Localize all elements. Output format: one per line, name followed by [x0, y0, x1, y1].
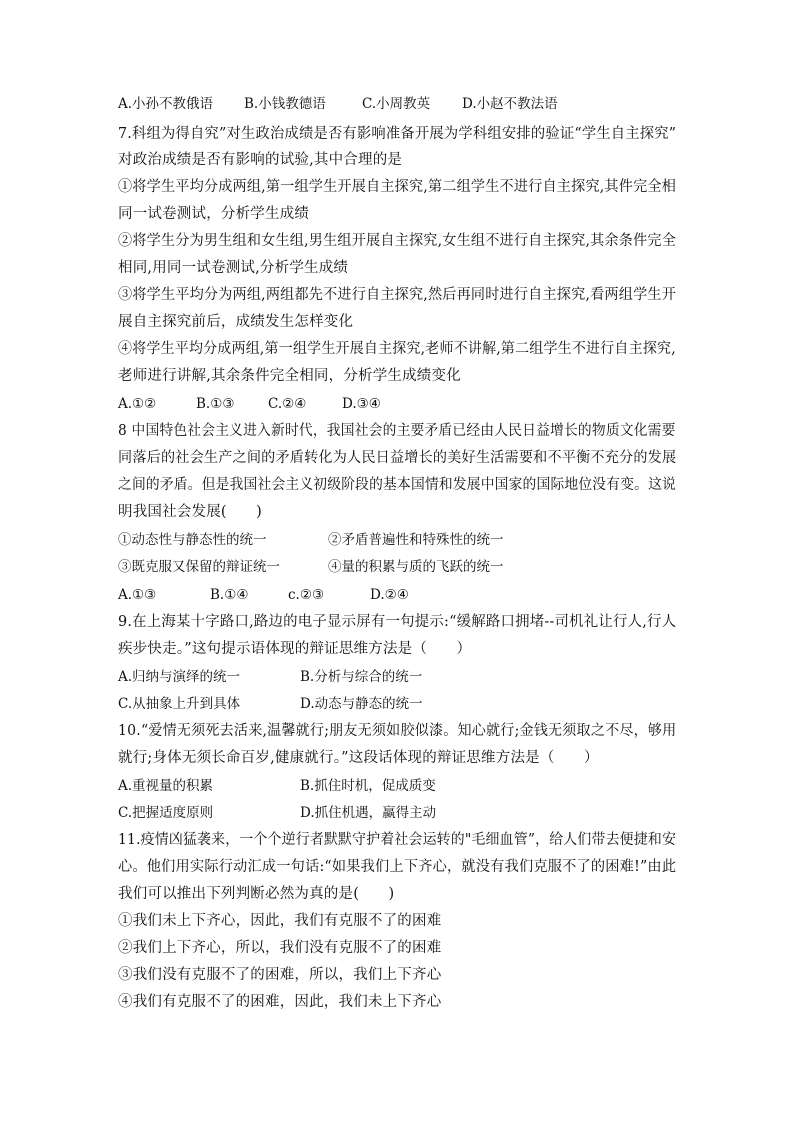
q8-option-a: A.①③	[118, 587, 157, 603]
q7-choice-line: 相同,用同一试卷测试,分析学生成绩	[118, 260, 349, 276]
q7-stem-line: 对政治成绩是否有影响的试验,其中合理的是	[118, 152, 403, 168]
q9-option-c: C.从抽象上升到具体	[118, 696, 241, 712]
q7-option-a: A.①②	[118, 396, 157, 412]
q10-option-c: C.把握适度原则	[118, 805, 214, 821]
q8-option-b: B.①④	[210, 587, 249, 603]
q10-option-a: A.重视量的积累	[118, 778, 214, 794]
q7-choice-line: 老师进行讲解,其余条件完全相同，分析学生成绩变化	[118, 368, 461, 384]
q8-choice-3: ③既克服又保留的辩证统一	[118, 559, 280, 575]
q8-option-d: D.②④	[370, 587, 409, 603]
q11-stem-line: 我们可以推出下列判断必然为真的是( )	[118, 886, 395, 902]
q7-option-b: B.①③	[196, 396, 235, 412]
q10-option-d: D.抓住机遇，赢得主动	[300, 805, 437, 821]
q6-option-a: A.小孙不教俄语	[118, 96, 214, 112]
q9-option-d: D.动态与静态的统一	[300, 696, 423, 712]
q7-choice-line: ④将学生平均分成两组,第一组学生开展自主探究,老师不讲解,第二组学生不进行自主探究,	[118, 341, 676, 357]
q6-option-b: B.小钱教德语	[244, 96, 326, 112]
q7-option-c: C.②④	[268, 396, 307, 412]
q8-option-c: c.②③	[288, 587, 325, 603]
q7-choice-line: ③将学生平均分为两组,两组都先不进行自主探究,然后再同时进行自主探究,看两组学生开	[118, 287, 677, 303]
q11-choice-1: ①我们未上下齐心，因此，我们有克服不了的困难	[118, 913, 442, 929]
q8-stem-line: 8 中国特色社会主义进入新时代，我国社会的主要矛盾已经由人民日益增长的物质文化需要	[118, 423, 676, 439]
q7-stem-line: 7.科组为得自究”对生政治成绩是否有影响准备开展为学科组安排的验证“学生自主探究”	[118, 126, 677, 142]
q11-stem-line: 11.疫情凶猛袭来，一个个逆行者默默守护着社会运转的"毛细血管”，给人们带去便捷和安	[118, 832, 677, 848]
q9-option-b: B.分析与综合的统一	[300, 669, 423, 685]
q8-choice-2: ②矛盾普遍性和特殊性的统一	[328, 532, 504, 548]
q7-choice-line: ②将学生分为男生组和女生组,男生组开展自主探究,女生组不进行自主探究,其余条件完全	[118, 233, 677, 249]
q7-choice-line: 同一试卷测试，分析学生成绩	[118, 206, 310, 222]
q11-stem-line: 心。他们用实际行动汇成一句话:“如果我们上下齐心，就没有我们克服不了的困难!”由此	[118, 859, 677, 875]
q9-option-a: A.归纳与演绎的统一	[118, 669, 241, 685]
q7-option-d: D.③④	[342, 396, 381, 412]
q8-choice-1: ①动态性与静态性的统一	[118, 532, 267, 548]
q7-choice-line: ①将学生平均分成两组,第一组学生开展自主探究,第二组学生不进行自主探究,其件完全相	[118, 179, 677, 195]
q10-stem-line: 就行;身体无须长命百岁,健康就行。”这段话体现的辩证思维方法是（ ）	[118, 750, 599, 766]
q6-option-c: C.小周教英	[362, 96, 431, 112]
q6-option-d: D.小赵不教法语	[462, 96, 558, 112]
q8-stem-line: 明我国社会发展( )	[118, 504, 263, 520]
q8-choice-4: ④量的积累与质的飞跃的统一	[328, 559, 504, 575]
q9-stem-line: 9.在上海某十字路口,路边的电子显示屏有一句提示:“缓解路口拥堵--司机礼让行人,行人	[118, 614, 677, 630]
q9-stem-line: 疾步快走。”这句提示语体现的辩证思维方法是（ ）	[118, 641, 472, 657]
q10-stem-line: 10.“爱情无须死去活来,温馨就行;朋友无须如胶似漆。知心就行;金钱无须取之不尽，够用	[118, 723, 677, 739]
q10-option-b: B.抓住时机，促成质变	[300, 778, 436, 794]
q8-stem-line: 之间的矛盾。但是我国社会主义初级阶段的基本国情和发展中国家的国际地位没有变。这说	[118, 477, 677, 493]
q11-choice-3: ③我们没有克服不了的困难，所以，我们上下齐心	[118, 967, 442, 983]
q8-stem-line: 同落后的社会生产之间的矛盾转化为人民日益增长的美好生活需要和不平衡不充分的发展	[118, 450, 677, 466]
q7-choice-line: 展自主探究前后，成绩发生怎样变化	[118, 314, 354, 330]
q11-choice-2: ②我们上下齐心，所以，我们没有克服不了的困难	[118, 940, 442, 956]
q11-choice-4: ④我们有克服不了的困难，因此，我们未上下齐心	[118, 994, 442, 1010]
